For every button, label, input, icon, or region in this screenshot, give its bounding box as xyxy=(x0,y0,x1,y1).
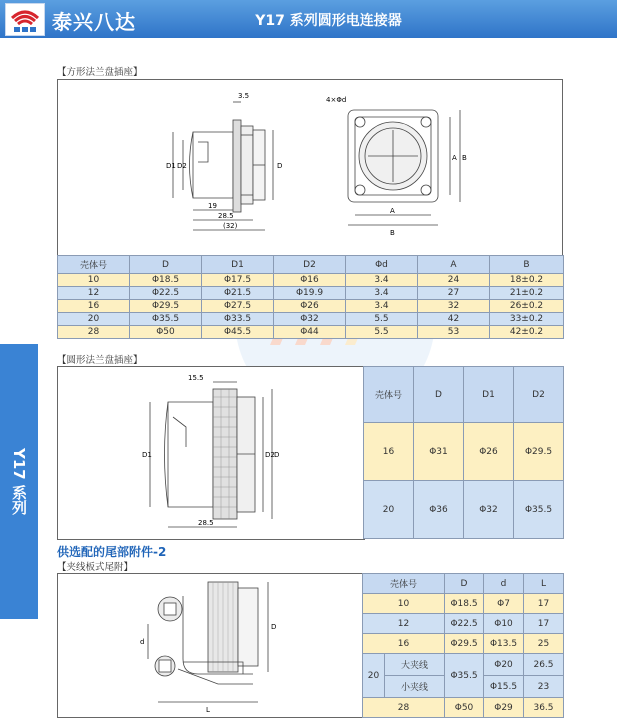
cell: 20 xyxy=(58,313,130,326)
cell: 10 xyxy=(58,274,130,287)
page-title: Y17 系列圆形电连接器 xyxy=(255,13,402,29)
round-flange-table xyxy=(363,366,564,539)
cell: 3.4 xyxy=(346,300,418,313)
cell: Φ27.5 xyxy=(202,300,274,313)
cell: Φ18.5 xyxy=(445,594,484,614)
table-row xyxy=(364,481,564,539)
cell: 17 xyxy=(524,594,564,614)
table-row xyxy=(363,614,564,634)
table-row xyxy=(363,654,564,676)
cell: Φ26 xyxy=(274,300,346,313)
section1-drawing-frame xyxy=(57,79,563,257)
cell: Φ50 xyxy=(445,698,484,718)
table-row xyxy=(58,326,564,339)
section2-label: 【圆形法兰盘插座】 xyxy=(57,355,143,366)
header-l: L xyxy=(524,574,564,594)
dim-d2: D2 xyxy=(177,162,187,170)
header-d: D xyxy=(414,367,464,423)
cell: Φ29.5 xyxy=(130,300,202,313)
cell: Φ35.5 xyxy=(514,481,564,539)
dim-l: L xyxy=(206,706,210,714)
cell: Φ16 xyxy=(274,274,346,287)
table-row xyxy=(363,594,564,614)
table-row xyxy=(58,274,564,287)
dim-b-vertical: B xyxy=(462,154,467,162)
cell: 53 xyxy=(418,326,490,339)
cell: 25 xyxy=(524,634,564,654)
dim-d: D xyxy=(274,451,280,459)
dim-15-5: 15.5 xyxy=(188,374,204,382)
dim-a-horizontal: A xyxy=(390,207,395,215)
cell: Φ22.5 xyxy=(445,614,484,634)
cell: 32 xyxy=(418,300,490,313)
table-header-row xyxy=(364,367,564,423)
cell: 12 xyxy=(363,614,445,634)
header-d1: D1 xyxy=(464,367,514,423)
cell: Φ17.5 xyxy=(202,274,274,287)
cell: Φ36 xyxy=(414,481,464,539)
cell: Φ44 xyxy=(274,326,346,339)
table-header-row xyxy=(58,256,564,274)
table-row xyxy=(364,423,564,481)
cell: 42±0.2 xyxy=(490,326,564,339)
cell: Φ29 xyxy=(484,698,524,718)
cell: 21±0.2 xyxy=(490,287,564,300)
cell: Φ35.5 xyxy=(130,313,202,326)
cell: Φ15.5 xyxy=(484,676,524,698)
dim-28-5: 28.5 xyxy=(218,212,234,220)
cell: 3.4 xyxy=(346,274,418,287)
cell: Φ33.5 xyxy=(202,313,274,326)
cell: 42 xyxy=(418,313,490,326)
table-header-row xyxy=(363,574,564,594)
cell: Φ20 xyxy=(484,654,524,676)
header-d: D xyxy=(130,256,202,274)
dim-32: (32) xyxy=(223,222,238,230)
dim-b-horizontal: B xyxy=(390,229,395,237)
header-a: A xyxy=(418,256,490,274)
cell: 36.5 xyxy=(524,698,564,718)
round-flange-drawing xyxy=(58,367,364,539)
header-shell: 壳体号 xyxy=(58,256,130,274)
cell: 33±0.2 xyxy=(490,313,564,326)
square-flange-drawing xyxy=(58,80,562,256)
cell: 18±0.2 xyxy=(490,274,564,287)
page-header xyxy=(0,0,617,38)
dim-d2: D2 xyxy=(265,451,275,459)
cell: 小夹线 xyxy=(385,676,445,698)
dim-d1: D1 xyxy=(166,162,176,170)
cell: Φ7 xyxy=(484,594,524,614)
table-row xyxy=(58,287,564,300)
header-d: D xyxy=(445,574,484,594)
cell: 28 xyxy=(58,326,130,339)
side-tab xyxy=(0,344,38,619)
cell: Φ22.5 xyxy=(130,287,202,300)
cell: 16 xyxy=(58,300,130,313)
table-row xyxy=(58,300,564,313)
cell: 20 xyxy=(364,481,414,539)
cell: Φ19.9 xyxy=(274,287,346,300)
cell: Φ29.5 xyxy=(445,634,484,654)
dim-28-5: 28.5 xyxy=(198,519,214,527)
cell: Φ26 xyxy=(464,423,514,481)
section3-drawing-frame xyxy=(57,573,363,718)
header-d1: D1 xyxy=(202,256,274,274)
dim-a-vertical: A xyxy=(452,154,457,162)
cell: 27 xyxy=(418,287,490,300)
header-shell: 壳体号 xyxy=(364,367,414,423)
cell: Φ21.5 xyxy=(202,287,274,300)
cell: 24 xyxy=(418,274,490,287)
cell: Φ32 xyxy=(464,481,514,539)
table-row xyxy=(363,698,564,718)
cell: Φ45.5 xyxy=(202,326,274,339)
cell: 26±0.2 xyxy=(490,300,564,313)
cable-clamp-drawing xyxy=(58,574,362,717)
cell: 26.5 xyxy=(524,654,564,676)
section3-label: 【夹线板式尾附】 xyxy=(57,562,134,573)
cell: Φ31 xyxy=(414,423,464,481)
cell: 大夹线 xyxy=(385,654,445,676)
cell: Φ10 xyxy=(484,614,524,634)
table-row xyxy=(58,313,564,326)
header-d2: D2 xyxy=(274,256,346,274)
cell: 5.5 xyxy=(346,313,418,326)
cell: Φ18.5 xyxy=(130,274,202,287)
dim-3-5: 3.5 xyxy=(238,92,250,100)
cell: 28 xyxy=(363,698,445,718)
cell: Φ29.5 xyxy=(514,423,564,481)
header-b: B xyxy=(490,256,564,274)
section2-drawing-frame xyxy=(57,366,365,540)
cell: Φ50 xyxy=(130,326,202,339)
cell: 12 xyxy=(58,287,130,300)
cell: Φ32 xyxy=(274,313,346,326)
table-row xyxy=(363,634,564,654)
cell: Φ13.5 xyxy=(484,634,524,654)
dim-d-small: d xyxy=(140,638,145,646)
dim-19: 19 xyxy=(208,202,217,210)
header-phi-d: Φd xyxy=(346,256,418,274)
cell: 20 xyxy=(363,654,385,698)
cell: 3.4 xyxy=(346,287,418,300)
dim-d: D xyxy=(277,162,283,170)
brand-name: 泰兴八达 xyxy=(52,10,136,34)
dim-4-holes: 4×Φd xyxy=(326,96,347,104)
cell: 5.5 xyxy=(346,326,418,339)
header-d2: D2 xyxy=(514,367,564,423)
side-tab-label: Y17 系列 xyxy=(10,448,28,515)
dim-d-large: D xyxy=(271,623,277,631)
section1-label: 【方形法兰盘插座】 xyxy=(57,67,143,78)
cell: 16 xyxy=(363,634,445,654)
cell: Φ35.5 xyxy=(445,654,484,698)
cell: 10 xyxy=(363,594,445,614)
cell: 16 xyxy=(364,423,414,481)
cell: 23 xyxy=(524,676,564,698)
square-flange-table xyxy=(57,255,564,339)
header-d-small: d xyxy=(484,574,524,594)
header-shell: 壳体号 xyxy=(363,574,445,594)
accessory-subtitle: 供选配的尾部附件-2 xyxy=(57,545,167,559)
cable-clamp-table xyxy=(362,573,564,718)
cell: 17 xyxy=(524,614,564,634)
dim-d1: D1 xyxy=(142,451,152,459)
